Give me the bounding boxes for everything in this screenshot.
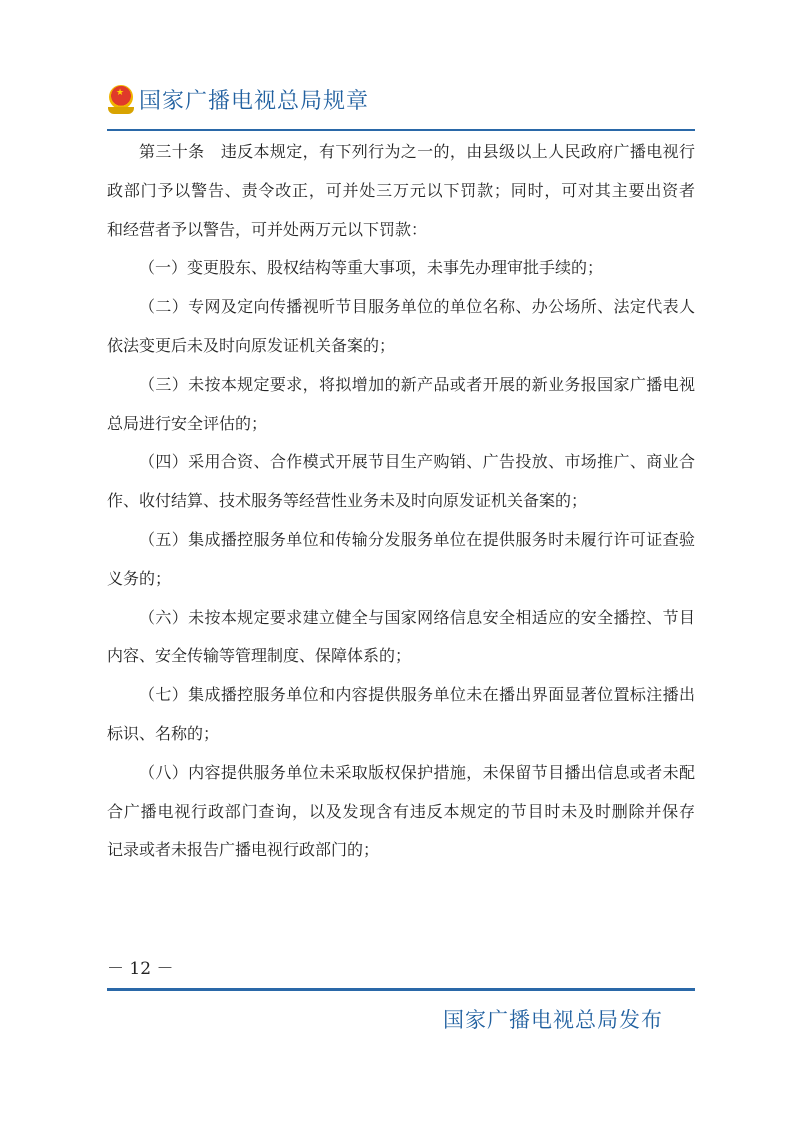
paragraph <box>107 754 695 870</box>
paragraph-line: 作、收付结算、技术服务等经营性业务未及时向原发证机关备案的； <box>107 491 588 511</box>
document-body <box>107 133 695 870</box>
paragraph <box>107 443 695 521</box>
footer-divider <box>107 988 695 991</box>
header-divider <box>107 129 695 131</box>
paragraph <box>107 599 695 677</box>
paragraph-line: 和经营者予以警告，可并处两万元以下罚款： <box>107 219 428 239</box>
paragraph <box>107 521 695 599</box>
paragraph-line: 标识、名称的； <box>107 723 220 743</box>
footer-publisher: 国家广播电视总局发布 <box>443 1008 663 1032</box>
paragraph-line: （三）未按本规定要求，将拟增加的新产品或者开展的新业务报国家广播电视 <box>139 374 695 394</box>
paragraph-line: 记录或者未报告广播电视行政部门的； <box>107 840 380 860</box>
paragraph-line: 政部门予以警告、责令改正，可并处三万元以下罚款；同时，可对其主要出资者 <box>107 180 695 200</box>
paragraph <box>107 366 695 444</box>
paragraph-line: （六）未按本规定要求建立健全与国家网络信息安全相适应的安全播控、节目 <box>139 607 695 627</box>
national-emblem-icon: ★ <box>107 85 135 115</box>
paragraph-line: 第三十条 违反本规定，有下列行为之一的，由县级以上人民政府广播电视行 <box>139 142 695 161</box>
paragraph-line: 依法变更后未及时向原发证机关备案的； <box>107 335 396 355</box>
paragraph-line: （四）采用合资、合作模式开展节目生产购销、广告投放、市场推广、商业合 <box>139 452 695 472</box>
paragraph-line: （二）专网及定向传播视听节目服务单位的单位名称、办公场所、法定代表人 <box>139 297 695 317</box>
paragraph-line: （七）集成播控服务单位和内容提供服务单位未在播出界面显著位置标注播出 <box>139 685 695 705</box>
header-title: 国家广播电视总局规章 <box>139 89 370 114</box>
paragraph <box>107 249 695 288</box>
paragraph <box>107 288 695 366</box>
paragraph <box>107 676 695 754</box>
page-number: － 12 － <box>107 959 174 979</box>
document-header <box>107 84 369 115</box>
paragraph-line: （一）变更股东、股权结构等重大事项，未事先办理审批手续的； <box>139 258 604 278</box>
paragraph-line: （八）内容提供服务单位未采取版权保护措施，未保留节目播出信息或者未配 <box>139 762 695 782</box>
paragraph-line: 合广播电视行政部门查询，以及发现含有违反本规定的节目时未及时删除并保存 <box>107 801 695 821</box>
paragraph <box>107 133 695 249</box>
paragraph-line: 义务的； <box>107 568 172 588</box>
paragraph-line: 内容、安全传输等管理制度、保障体系的； <box>107 646 412 666</box>
paragraph-line: 总局进行安全评估的； <box>107 413 268 433</box>
paragraph-line: （五）集成播控服务单位和传输分发服务单位在提供服务时未履行许可证查验 <box>139 529 695 549</box>
